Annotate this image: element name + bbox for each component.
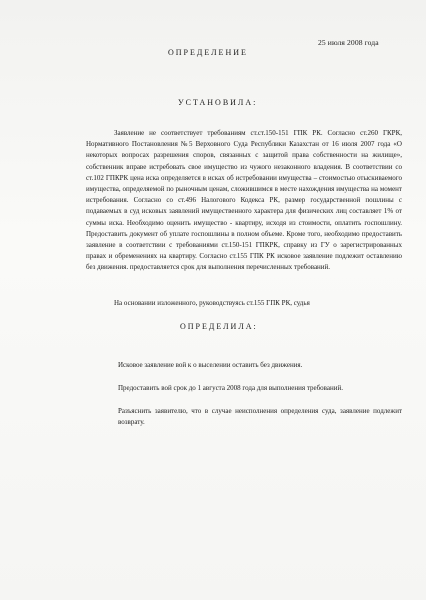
document-title: ОПРЕДЕЛЕНИЕ xyxy=(168,48,248,57)
basis-paragraph: На основании изложенного, руководствуясь ст.155 ГПК РК, судья xyxy=(114,299,310,307)
order-paragraph-3: Разъяснить заявителю, что в случае неисполнения определения суда, заявление подлежит возврату. xyxy=(118,407,402,427)
order-paragraph-2: Предоставить вой срок до 1 августа 2008 года для выполнения требований. xyxy=(118,384,343,392)
document-date: 25 июля 2008 года xyxy=(318,38,379,47)
section-established-heading: УСТАНОВИЛА: xyxy=(178,98,258,107)
order-paragraph-1: Исковое заявление вой к о выселении оставить без движения. xyxy=(118,361,303,369)
section-decided-heading: ОПРЕДЕЛИЛА: xyxy=(180,322,258,331)
body-paragraph: Заявление не соответствует требованиям ст.ст.150-151 ГПК РК. Согласно ст.260 ГКРК, Нормативного Постановления №5 Верховного Суда Республики Казахстан от 16 июля 2007 года «О некоторых вопросах разрешения споров, связанных с защитой права собственности на жилище», собственник вправе истребовать свое имущество из чужого незаконного владения. В соответствии со ст.102 ГПКРК цена иска определяется в исках об истребовании имущества – стоимостью отыскиваемого имущества, определяемой по рыночным ценам, сложившимся в месте нахождения имущества на момент истребования. Согласно со ст.496 Налогового Кодекса РК, размер государственной пошлины с подаваемых в суд исковых заявлений имущественного характера для физических лиц составляет 1% от суммы иска. Необходимо оценить имущество - квартиру, исходя из стоимости, оплатить госпошлину. Предоставить документ об уплате госпошлины в полном объеме. Кроме того, необходимо предоставить заявление в соответствии с требованиями ст.150-151 ГПКРК, справку из ГУ о зарегистрированных правах и обременениях на квартиру. Согласно ст.155 ГПК РК исковое заявление подлежит оставлению без движения. предоставляется срок для выполнения перечисленных требований. xyxy=(86,129,402,272)
